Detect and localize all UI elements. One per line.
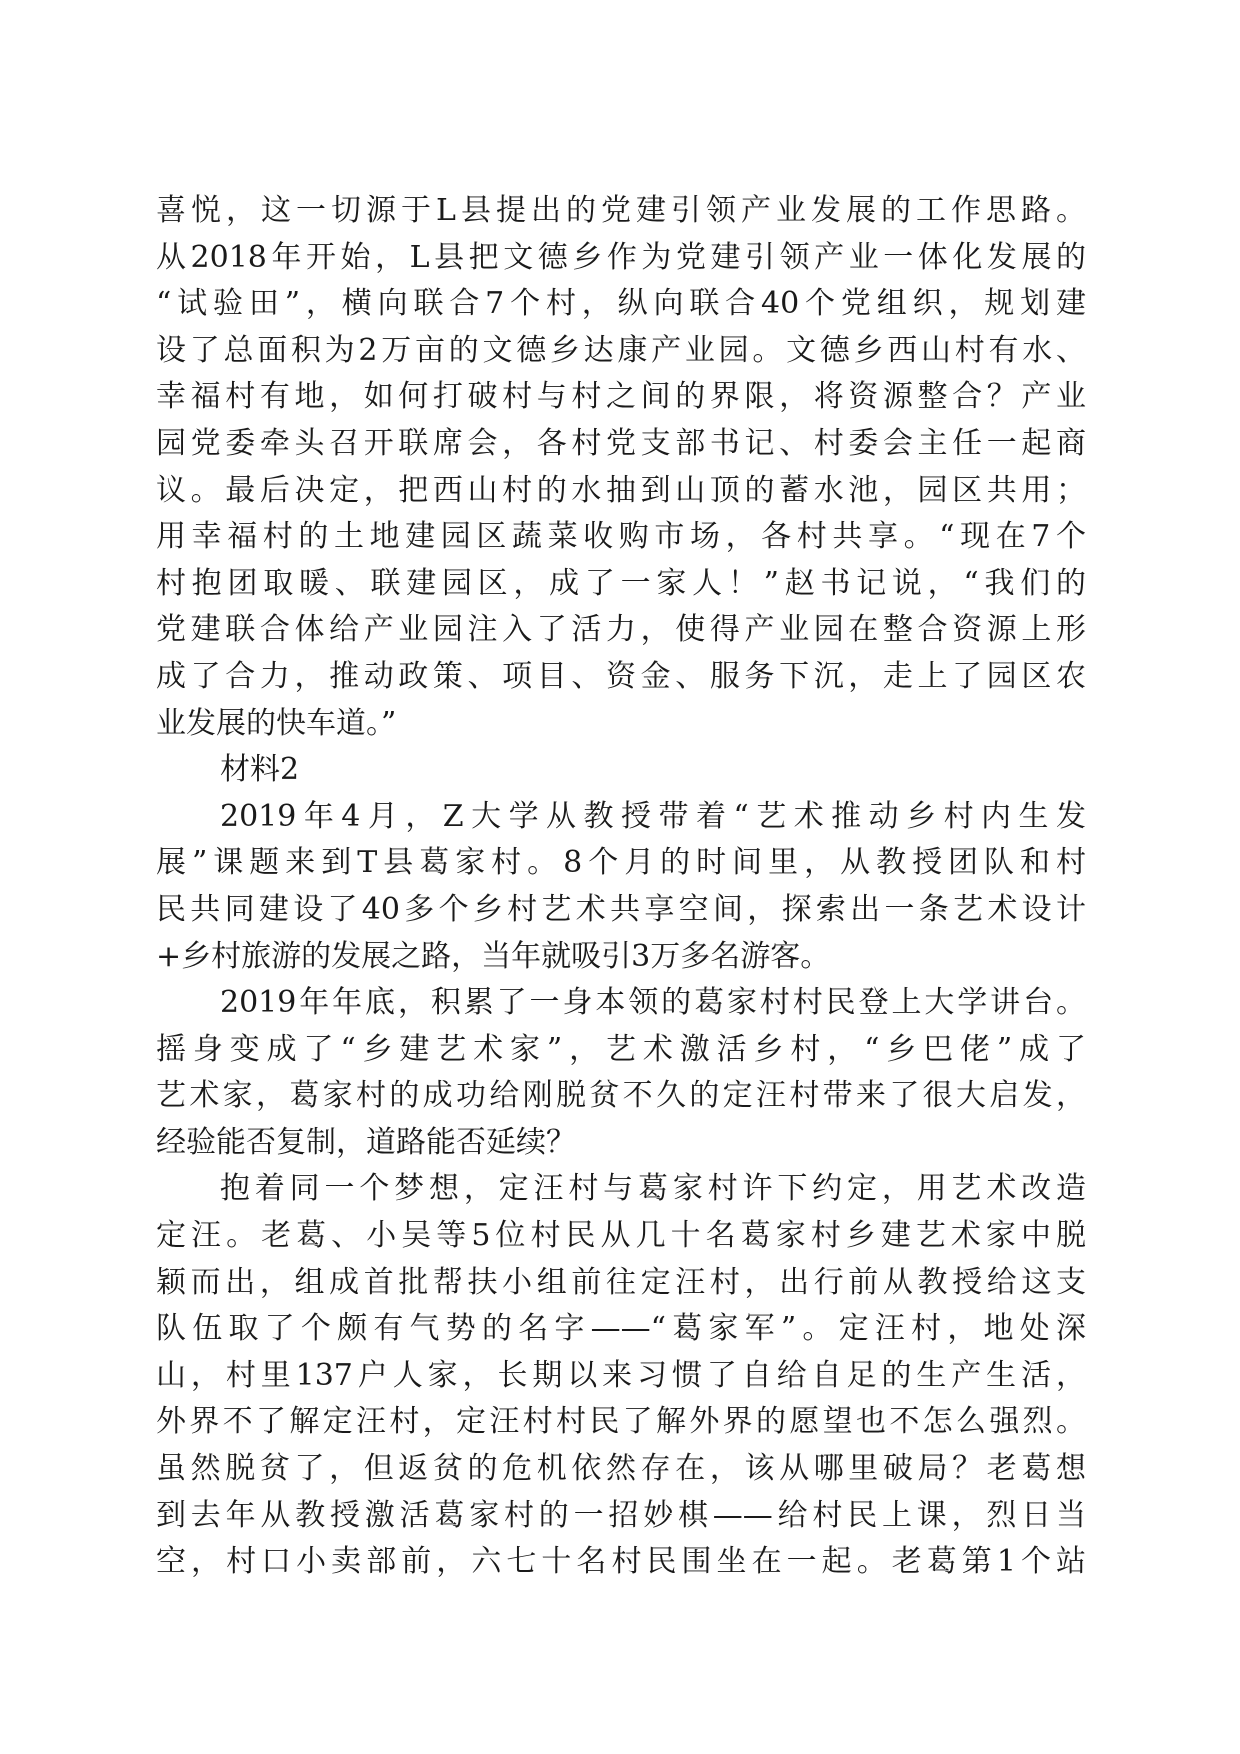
text-line: 2019年年底，积累了一身本领的葛家村村民登上大学讲台。	[220, 985, 1086, 1021]
text-line: 2019年4月，Z大学从教授带着“艺术推动乡村内生发	[220, 798, 1086, 834]
text-line: +乡村旅游的发展之路，当年就吸引3万多名游客。	[156, 938, 831, 974]
text-line: 队伍取了个颇有气势的名字——“葛家军”。定汪村，地处深	[156, 1311, 1086, 1347]
text-line: 设了总面积为2万亩的文德乡达康产业园。文德乡西山村有水、	[156, 332, 1086, 368]
text-line: “试验田”，横向联合7个村，纵向联合40个党组织，规划建	[156, 286, 1086, 322]
text-line: 定汪。老葛、小吴等5位村民从几十名葛家村乡建艺术家中脱	[156, 1218, 1086, 1254]
material-heading	[156, 747, 1086, 794]
text-line: 虽然脱贫了，但返贫的危机依然存在，该从哪里破局？老葛想	[156, 1451, 1086, 1487]
text-line: 外界不了解定汪村，定汪村村民了解外界的愿望也不怎么强烈。	[156, 1404, 1086, 1440]
material-2-label: 材料2	[220, 752, 300, 788]
text-line: 成了合力，推动政策、项目、资金、服务下沉，走上了园区农	[156, 658, 1086, 694]
text-line: 业发展的快车道。”	[156, 705, 397, 741]
text-line: 园党委牵头召开联席会，各村党支部书记、村委会主任一起商	[156, 425, 1086, 461]
text-line: 党建联合体给产业园注入了活力，使得产业园在整合资源上形	[156, 612, 1086, 648]
text-line: 议。最后决定，把西山村的水抽到山顶的蓄水池，园区共用；	[156, 472, 1086, 508]
text-line: 摇身变成了“乡建艺术家”，艺术激活乡村，“乡巴佬”成了	[156, 1031, 1086, 1067]
text-line: 颖而出，组成首批帮扶小组前往定汪村，出行前从教授给这支	[156, 1264, 1086, 1300]
text-line: 喜悦，这一切源于L县提出的党建引领产业发展的工作思路。	[156, 193, 1086, 228]
paragraph	[156, 794, 1086, 980]
text-line: 到去年从教授激活葛家村的一招妙棋——给村民上课，烈日当	[156, 1497, 1086, 1533]
text-line: 村抱团取暖、联建园区，成了一家人！”赵书记说，“我们的	[156, 565, 1086, 601]
text-line: 艺术家，葛家村的成功给刚脱贫不久的定汪村带来了很大启发，	[156, 1078, 1086, 1114]
text-line: 用幸福村的土地建园区蔬菜收购市场，各村共享。“现在7个	[156, 519, 1086, 555]
paragraph	[156, 980, 1086, 1166]
text-line: 经验能否复制，道路能否延续？	[156, 1124, 576, 1160]
text-line: 从2018年开始，L县把文德乡作为党建引领产业一体化发展的	[156, 239, 1086, 275]
text-line: 民共同建设了40多个乡村艺术共享空间，探索出一条艺术设计	[156, 891, 1086, 927]
text-line: 山，村里137户人家，长期以来习惯了自给自足的生产生活，	[156, 1357, 1086, 1393]
text-line: 抱着同一个梦想，定汪村与葛家村许下约定，用艺术改造	[220, 1171, 1086, 1207]
text-line: 空，村口小卖部前，六七十名村民围坐在一起。老葛第1个站	[156, 1544, 1086, 1580]
paragraph-continuation	[156, 188, 1086, 747]
text-line: 幸福村有地，如何打破村与村之间的界限，将资源整合？产业	[156, 379, 1086, 415]
body-text	[156, 188, 1086, 1586]
text-line: 展”课题来到T县葛家村。8个月的时间里，从教授团队和村	[156, 845, 1086, 881]
paragraph	[156, 1166, 1086, 1585]
